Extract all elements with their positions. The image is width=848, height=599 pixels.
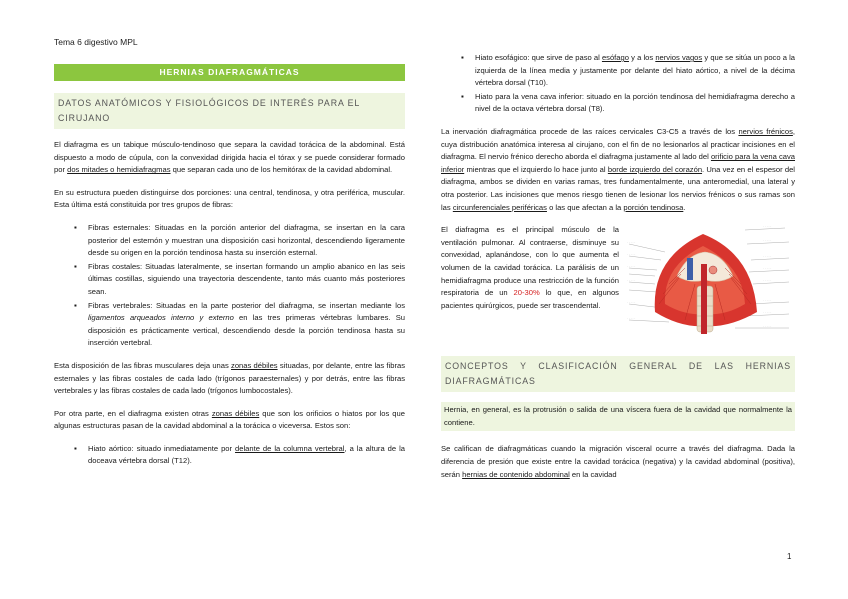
- paragraph-hiatus-intro: Por otra parte, en el diafragma existen otras zonas débiles que son los orificios o hiatos por los que algunas estructuras pasan de la cavidad abdominal a la torácica o viceversa. Estos son:: [54, 408, 405, 431]
- svg-text:· · · · ·: · · · · ·: [627, 316, 636, 321]
- hernia-definition: Hernia, en general, es la protrusión o salida de una víscera fuera de la cavidad que normalmente la contiene.: [441, 402, 795, 431]
- svg-text:· · · · ·: · · · · ·: [763, 266, 772, 271]
- svg-text:· · · · ·: · · · · ·: [763, 224, 772, 229]
- paragraph-innervation: La inervación diafragmática procede de las raíces cervicales C3-C5 a través de los nervios frénicos, cuya distribución anatómica interesa al cirujano, con el fin de no lesionarlos al practicar incisiones en el diafragma. El nervio frénico derecho aborda el diafragma justamente al lado del orificio para la vena cava inferior mientras que el izquierdo lo hace junto al borde izquierdo del corazón. Una vez en el espesor del diafragma, ambos se dividen en varias ramas, tres fundamentalmente, una anteromedial, una lateral y otra posterior. Las incisiones que menos riesgo tienen de lesionar los nervios frénicos o sus ramas son las circunferenciales periféricas o las que afectan a la porción tendinosa.: [441, 126, 796, 212]
- svg-text:· · · · ·: · · · · ·: [627, 240, 636, 245]
- svg-text:· · · · ·: · · · · ·: [763, 324, 772, 329]
- paragraph-diaphragm-intro: El diafragma es un tabique músculo-tendinoso que separa la cavidad torácica de la abdominal. Está dispuesto a modo de cúpula, con la convexidad dirigida hacia el tórax y se puede considerar formado por dos mitades o hemidiafragmas que separan cada uno de los hemitórax de la cavidad abdominal.: [54, 140, 405, 175]
- list-item-vena-cava-hiatus: ▪ Hiato para la vena cava inferior: situado en la porción tendinosa del hemidiafragma derecho a nivel de la octava vértebra dorsal (T8).: [441, 91, 795, 116]
- svg-text:· · · · ·: · · · · ·: [627, 278, 636, 283]
- list-item-esophageal-hiatus: ▪ Hiato esofágico: que sirve de paso al esófago y a los nervios vagos y que se sitúa un poco a la izquierda de la línea media y justamente por delante del hiato aórtico, a nivel de la décima vértebra dorsal (T10).: [441, 52, 795, 90]
- page-number: 1: [787, 552, 792, 561]
- document-header: Tema 6 digestivo MPL: [54, 37, 138, 47]
- section-title-concepts: CONCEPTOS Y CLASIFICACIÓN GENERAL DE LAS HERNIAS DIAFRAGMÁTICAS: [441, 356, 795, 392]
- svg-text:· · · · ·: · · · · ·: [763, 238, 772, 243]
- section-title-anatomy: DATOS ANATÓMICOS Y FISIOLÓGICOS DE INTERÉS PARA EL CIRUJANO: [54, 93, 405, 129]
- svg-text:· · · · ·: · · · · ·: [763, 278, 772, 283]
- list-item-sternal-fibers: ▪ Fibras esternales: Situadas en la porción anterior del diafragma, se insertan en la cara posterior del esternón y muestran una disposición casi horizontal, descendiendo ligeramente desde su origen en la porción tendinosa hasta su inserción esternal.: [54, 222, 405, 260]
- svg-text:· · · · ·: · · · · ·: [627, 252, 636, 257]
- paragraph-ventilation: El diafragma es el principal músculo de la ventilación pulmonar. Al contraerse, disminuye su convexidad, aplanándose, con lo que aumenta el volumen de la cavidad torácica. La parálisis de un hemidiafragma produce una restricción de la función respiratoria de un 20-30% lo que, en algunos pacientes quirúrgicos, puede ser trascendental.: [441, 225, 619, 310]
- chapter-banner: HERNIAS DIAFRAGMÁTICAS: [54, 64, 405, 81]
- paragraph-weak-zones: Esta disposición de las fibras musculares deja unas zonas débiles situadas, por delante, entre las fibras esternales y las fibras costales de cada lado (trígonos paraesternales) y por detrás, entre las fibras vertebrales y las fibras costales de cada lado (trígonos lumbocostales).: [54, 360, 406, 396]
- paragraph-diaphragmatic-hernias: Se califican de diafragmáticas cuando la migración visceral ocurre a través del diafragma. Dada la diferencia de presión que existe entre la cavidad torácica (negativa) y la cavidad abdominal (positiva), serán hernias de contenido abdominal en la cavidad: [441, 444, 795, 479]
- left-column: [54, 64, 405, 478]
- right-column: [441, 52, 795, 491]
- diaphragm-anatomy-illustration-icon: [625, 224, 795, 344]
- svg-text:· · · · ·: · · · · ·: [763, 298, 772, 303]
- svg-text:· · · · ·: · · · · ·: [763, 310, 772, 315]
- list-item-aortic-hiatus: ▪ Hiato aórtico: situado inmediatamente por delante de la columna vertebral, a la altura de la doceava vértebra dorsal (T12).: [54, 443, 405, 468]
- hiatus-list-1: [54, 443, 405, 468]
- svg-text:· · · · ·: · · · · ·: [627, 264, 636, 269]
- paragraph-structure: En su estructura pueden distinguirse dos porciones: una central, tendinosa, y otra periférica, muscular. Esta última está constituida por tres grupos de fibras:: [54, 187, 405, 210]
- figure-block: [441, 224, 795, 344]
- svg-text:· · · · ·: · · · · ·: [763, 254, 772, 259]
- hiatus-list-2: [441, 52, 795, 116]
- svg-text:· · · · ·: · · · · ·: [627, 300, 636, 305]
- list-item-vertebral-fibers: ▪ Fibras vertebrales: Situadas en la parte posterior del diafragma, se insertan mediante los ligamentos arqueados interno y externo en las tres primeras vértebras lumbares. Su disposición es prácticamente vertical, descendiendo desde la porción tendinosa hasta su inserción vertebral.: [54, 300, 405, 350]
- list-item-costal-fibers: ▪ Fibras costales: Situadas lateralmente, se insertan formando un amplio abanico en las seis últimas costillas, siguiendo una trayectoria descendente, tanto más cuanto más posteriores sean.: [54, 261, 405, 299]
- fiber-list: [54, 222, 405, 350]
